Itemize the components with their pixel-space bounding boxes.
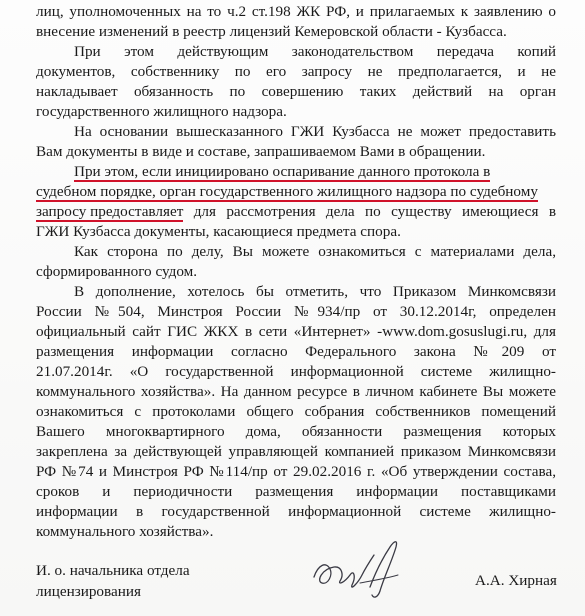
body-text-segment: для рассмотрения дела по существу имеющиеся в [183,203,556,220]
body-line: Вашего многоквартирного дома, обязанности размещения которых [36,423,556,440]
highlight-underline: При этом, если инициировано оспаривание данного протокола в [74,163,491,180]
signer-title-line1: И. о. начальника отдела [36,562,190,579]
signer-name: А.А. Хирная [475,572,557,589]
body-line: На основании вышесказанного ГЖИ Кузбасса не может предоставить [74,123,556,140]
body-line: государственного жилищного надзора. [36,103,287,120]
highlight-underline: запросу предоставляет [36,203,184,220]
body-line: России №504, Минстроя России №934/пр от 30.12.2014г, определен [36,303,556,320]
body-line: В дополнение, хотелось бы отметить, что Приказом Минкомсвязи [74,283,556,300]
body-line-partial-highlight [36,202,556,222]
highlight-underline: судебном порядке, орган государственного жилищного надзора по судебному [36,183,538,200]
letter-body [36,2,556,542]
body-line: закреплена за действующей управляющей компанией приказом Минкомсвязи [36,443,556,460]
body-line: коммунального хозяйства». [36,523,214,540]
body-line: размещения информации согласно Федерального закона №209 от [36,343,556,360]
body-line: лиц, уполномоченных на то ч.2 ст.198 ЖК РФ, и прилагаемых к заявлению о [36,3,556,20]
body-line-highlighted [36,182,556,202]
body-line: сформированного судом. [36,263,198,280]
body-line: сроков и периодичности размещения информации поставщиками [36,483,556,500]
body-line: РФ №74 и Минстроя РФ №114/пр от 29.02.2016 г. «Об утверждении состава, [36,463,556,480]
body-line: ознакомиться с протоколами общего собрания собственников помещений [36,403,556,420]
body-line: Вам документы в виде и составе, запрашиваемом Вами в обращении. [36,143,486,160]
body-line: накладывает обязанность по совершению таких действий на орган [36,83,556,100]
body-line: 21.07.2014г. «О государственной информационной системе жилищно- [36,363,556,380]
body-line: официальный сайт ГИС ЖКХ в сети «Интернет» -www.dom.gosuslugi.ru, для [36,323,556,340]
body-line: документов, собственнику по его запросу не предполагается, и не [36,63,556,80]
body-line: коммунального хозяйства». На данном ресурсе в личном кабинете Вы можете [36,383,556,400]
body-line-highlighted [36,162,556,182]
signer-title-line2: лицензирования [36,583,141,600]
body-line: внесение изменений в реестр лицензий Кемеровской области - Кузбасса. [36,23,507,40]
signer-title [36,560,190,602]
body-line: При этом действующим законодательством передача копий [74,43,556,60]
body-line: информации в государственной информационной системе жилищно- [36,503,556,520]
body-line: ГЖИ Кузбасса документы, касающиеся предмета спора. [36,223,401,240]
body-line: Как сторона по делу, Вы можете ознакомиться с материалами дела, [74,243,556,260]
